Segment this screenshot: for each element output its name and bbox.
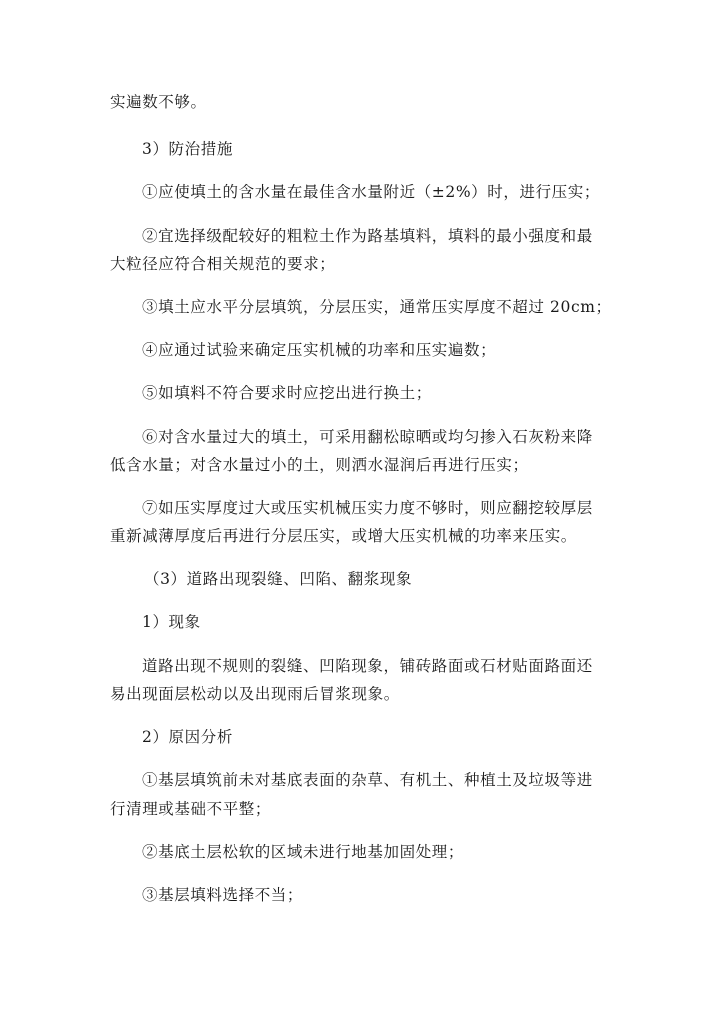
section-heading: 2）原因分析 [142,728,233,746]
section-heading: 3）防治措施 [142,140,233,158]
list-item: ⑤如填料不符合要求时应挖出进行换土； [142,384,432,402]
list-item: ④应通过试验来确定压实机械的功率和压实遍数； [142,341,497,359]
section-heading: （3）道路出现裂缝、凹陷、翻浆现象 [144,570,413,588]
paragraph-line: 重新减薄厚度后再进行分层压实，或增大压实机械的功率来压实。 [110,527,577,545]
list-item: ⑦如压实厚度过大或压实机械压实力度不够时，则应翻挖较厚层 [142,499,593,517]
paragraph-line: 易出现面层松动以及出现雨后冒浆现象。 [110,685,400,703]
list-item: ③填土应水平分层填筑，分层压实，通常压实厚度不超过 20cm； [142,298,612,316]
list-item: ①应使填土的含水量在最佳含水量附近（±2%）时，进行压实； [142,183,600,201]
list-item: ⑥对含水量过大的填土，可采用翻松晾晒或均匀掺入石灰粉来降 [142,428,593,446]
list-item: ②宜选择级配较好的粗粒土作为路基填料，填料的最小强度和最 [142,227,593,245]
paragraph-line: 低含水量；对含水量过小的土，则洒水湿润后再进行压实； [110,456,529,474]
list-item: ③基层填料选择不当； [142,886,304,904]
paragraph-line: 大粒径应符合相关规范的要求； [110,255,336,273]
section-heading: 1）现象 [142,613,201,631]
list-item: ①基层填筑前未对基底表面的杂草、有机土、种植土及垃圾等进 [142,771,593,789]
paragraph-line: 行清理或基础不平整； [110,800,272,818]
paragraph-line: 实遍数不够。 [110,93,207,111]
paragraph-line: 道路出现不规则的裂缝、凹陷现象，铺砖路面或石材贴面路面还 [142,657,593,675]
list-item: ②基底土层松软的区域未进行地基加固处理； [142,843,465,861]
